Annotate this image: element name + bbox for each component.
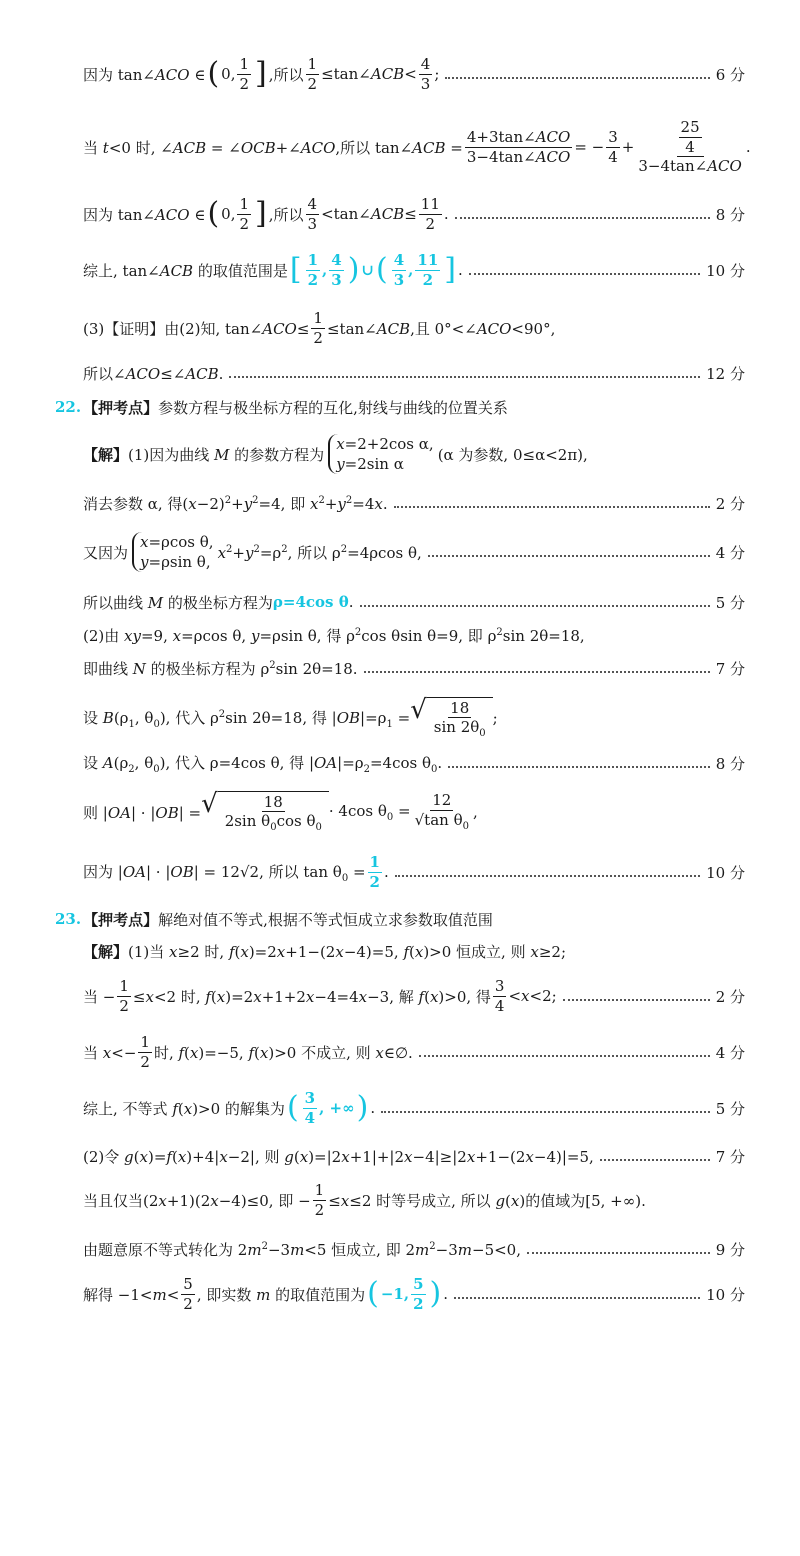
question-number: 23. <box>55 910 82 928</box>
score: 8 分 <box>715 205 745 224</box>
line-22: 当且仅当(2x+1)(2x−4)≤0, 即 − $\frac{1}{2}$ ≤x≤2 时等号成立, 所以 g(x)的值域为[5, +∞). <box>83 1181 646 1219</box>
score: 5 分 <box>715 593 745 612</box>
score: 10 分 <box>706 1285 745 1304</box>
question-22-header: 22. 【押考点】 参数方程与极坐标方程的互化,射线与曲线的位置关系 <box>55 398 508 417</box>
score: 4 分 <box>715 1043 745 1062</box>
line-8: 消去参数 α, 得$(x-2)^2+y^2=4$, 即 $x^2+y^2=4x$. 2 分 <box>83 494 745 513</box>
line-18: 当 − $\frac{1}{2}$ ≤x<2 时, f(x)=2x+1+2x−4=4x−3, 解 f(x)>0, 得 $\frac{3}{4}$ <x<2; 2 分 <box>83 977 745 1015</box>
question-23-header: 23. 【押考点】 解绝对值不等式,根据不等式恒成立求参数取值范围 <box>55 910 493 929</box>
score: 10 分 <box>706 261 745 280</box>
answer-polar-equation: ρ=4cos θ <box>272 593 349 611</box>
line-15: 则 |OA| · |OB| = √ $\frac{18}{2\sin \theta_0\cos \theta_0}$ · 4cos $\theta_0$ = $\frac{12}{√\tan \theta_0}$ , <box>83 788 478 834</box>
line-10: 所以曲线 M 的极坐标方程为 ρ=4cos θ . 5 分 <box>83 593 745 612</box>
score: 8 分 <box>715 754 745 773</box>
line-9: 又因为 x=ρcos θ, y=ρsin θ, $x^2+y^2=\rho^2$, 所以 $\rho^2=4\rho\cos$ θ, 4 分 <box>83 532 745 571</box>
score: 5 分 <box>715 1099 745 1118</box>
line-3: 因为 tan∠ACO ∈ ( 0, $\frac{1}{2}$ ] ,所以 $\frac{4}{3}$ <tan∠ACB≤ $\frac{11}{2}$ . 8 分 <box>83 195 745 233</box>
line-20: 综上, 不等式 f(x)>0 的解集为 ( $\frac{3}{4}$ , +∞ ) . 5 分 <box>83 1089 745 1127</box>
line-14: 设 $A(\rho_2$, $\theta_0$), 代入 ρ=4cos θ, 得 $|OA|=\rho_2=4\cos$ $\theta_0$. 8 分 <box>83 753 745 775</box>
score: 10 分 <box>706 863 745 882</box>
score: 12 分 <box>706 364 745 383</box>
line-6: 所以∠ACO≤∠ACB. 12 分 <box>83 364 745 383</box>
line-2: 当 t<0 时, ∠ACB = ∠OCB+∠ACO,所以 tan∠ACB = $\frac{\text{4+3tan∠ACO}}{\text{3−4tan∠ACO}}$ = − $\frac{3}{4}$ + $\frac{\frac{25}{4}}{\text{3−4tan∠ACO}}$ . <box>83 118 751 176</box>
line-4: 综上, tan∠ACB 的取值范围是 [ $\frac{1}{2}$ , $\frac{4}{3}$ ) ∪ ( $\frac{4}{3}$ , $\frac{11}{2}$ ] . 10 分 <box>83 251 745 289</box>
score: 2 分 <box>715 494 745 513</box>
line-24: 解得 −1<m< $\frac{5}{2}$ , 即实数 m 的取值范围为 ( −1 , $\frac{5}{2}$ ) . 10 分 <box>83 1275 745 1313</box>
score: 6 分 <box>715 65 745 84</box>
line-19: 当 x<− $\frac{1}{2}$ 时, f(x)=−5, f(x)>0 不成立, 则 x∈∅. 4 分 <box>83 1033 745 1071</box>
line-5: (3)【证明】由(2)知, tan∠ACO≤ $\frac{1}{2}$ ≤tan∠ACB,且 0°<∠ACO<90°, <box>83 309 556 347</box>
line-11: (2)由 xy=9, x=ρcos θ, y=ρsin θ, 得 $\rho^2\cos$ θsin θ=9, 即 $\rho^2\sin$ 2θ=18, <box>83 626 585 645</box>
score: 4 分 <box>715 543 745 562</box>
line-16: 因为 |OA| · |OB| = 12√2, 所以 $\tan \theta_0$ = $\frac{1}{2}$ . 10 分 <box>83 853 745 891</box>
score: 7 分 <box>715 1147 745 1166</box>
line-1: 因为 tan∠ACO ∈ ( 0, $\frac{1}{2}$ ] ,所以 $\frac{1}{2}$ ≤tan∠ACB< $\frac{4}{3}$ ; 6 分 <box>83 55 745 93</box>
score: 7 分 <box>715 659 745 678</box>
line-12: 即曲线 N 的极坐标方程为 $\rho^2\sin$ 2θ=18. 7 分 <box>83 659 745 678</box>
line-7: 【解】(1)因为曲线 M 的参数方程为 x=2+2cos α, y=2sin α (α 为参数, 0≤α<2π), <box>83 434 588 473</box>
line-17: 【解】(1)当 x≥2 时, f(x)=2x+1−(2x−4)=5, f(x)>0 恒成立, 则 x≥2; <box>83 942 567 961</box>
score: 9 分 <box>715 1240 745 1259</box>
question-number: 22. <box>55 398 82 416</box>
line-13: 设 $B(\rho_1$, $\theta_0$), 代入 $\rho^2\sin$ 2θ=18, 得 $|OB|=\rho_1$ = √ $\frac{18}{\sin 2\theta_0}$ ; <box>83 694 498 740</box>
score: 2 分 <box>715 987 745 1006</box>
line-21: (2)令 g(x)=f(x)+4|x−2|, 则 g(x)=|2x+1|+|2x−4|≥|2x+1−(2x−4)|=5, 7 分 <box>83 1147 745 1166</box>
line-23: 由题意原不等式转化为 $2m^2-3m<5$ 恒成立, 即 $2m^2-3m-5<0$, 9 分 <box>83 1240 745 1259</box>
